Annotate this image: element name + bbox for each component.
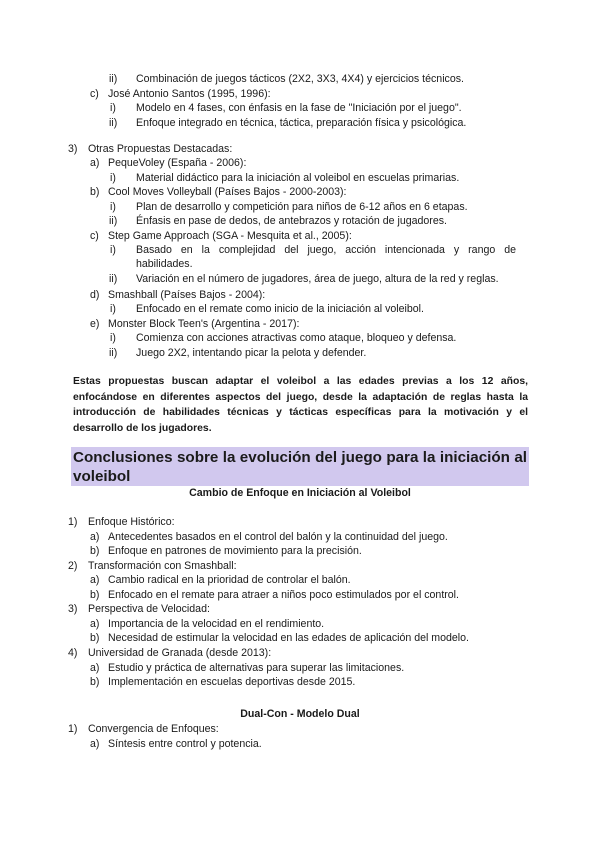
list-item-text: Juego 2X2, intentando picar la pelota y defender. — [136, 347, 367, 359]
list-marker: e) — [90, 318, 100, 330]
list-item-text: Antecedentes basados en el control del balón y la continuidad del juego. — [108, 531, 448, 543]
subheading: Dual-Con - Modelo Dual — [240, 708, 360, 720]
list-item-text: Transformación con Smashball: — [88, 560, 237, 572]
list-marker: d) — [90, 289, 100, 301]
list-marker: a) — [90, 531, 100, 543]
list-marker: b) — [90, 545, 100, 557]
list-item-text: Modelo en 4 fases, con énfasis en la fase de "Iniciación por el juego". — [136, 102, 462, 114]
list-marker: c) — [90, 230, 99, 242]
list-item-text: Comienza con acciones atractivas como ataque, bloqueo y defensa. — [136, 332, 457, 344]
list-item-text: Enfoque Histórico: — [88, 516, 175, 528]
list-item-text: Material didáctico para la iniciación al voleibol en escuelas primarias. — [136, 172, 460, 184]
summary-paragraph: Estas propuestas buscan adaptar el voleibol a las edades previas a los 12 años, enfocándose en diferentes aspectos del juego, desde la adaptación de reglas hasta la introducción de habilidades técnicas y tácticas específicas para la motivación y el desarrollo de los jugadores. — [73, 376, 528, 434]
list-marker: 1) — [68, 723, 78, 735]
list-item-text: Step Game Approach (SGA - Mesquita et al., 2005): — [108, 230, 352, 242]
list-marker: c) — [90, 88, 99, 100]
list-item-text: Enfoque en patrones de movimiento para la precisión. — [108, 545, 362, 557]
list-marker: b) — [90, 676, 100, 688]
list-item-text: Necesidad de estimular la velocidad en las edades de aplicación del modelo. — [108, 632, 469, 644]
list-marker: a) — [90, 574, 100, 586]
list-marker: 1) — [68, 516, 78, 528]
list-marker: a) — [90, 157, 100, 169]
list-item-text: Enfocado en el remate como inicio de la iniciación al voleibol. — [136, 303, 424, 315]
list-marker: ii) — [109, 347, 118, 359]
list-item-text: Smashball (Países Bajos - 2004): — [108, 289, 266, 301]
list-marker: 3) — [68, 603, 78, 615]
list-marker: 2) — [68, 560, 78, 572]
list-marker: ii) — [109, 117, 118, 129]
list-item-text: Enfoque integrado en técnica, táctica, preparación física y psicológica. — [136, 117, 467, 129]
list-item-text: Plan de desarrollo y competición para niños de 6-12 años en 6 etapas. — [136, 201, 468, 213]
list-marker: i) — [110, 303, 116, 315]
list-item-text: Otras Propuestas Destacadas: — [88, 143, 233, 155]
list-marker: ii) — [109, 73, 118, 85]
list-marker: i) — [110, 332, 116, 344]
list-marker: i) — [110, 201, 116, 213]
list-item-text: Énfasis en pase de dedos, de antebrazos y rotación de jugadores. — [136, 215, 447, 227]
list-marker: ii) — [109, 215, 118, 227]
list-marker: 4) — [68, 647, 78, 659]
list-item-text: Síntesis entre control y potencia. — [108, 738, 262, 750]
list-item-text: José Antonio Santos (1995, 1996): — [108, 88, 271, 100]
list-item-text: Importancia de la velocidad en el rendimiento. — [108, 618, 325, 630]
list-marker: ii) — [109, 273, 118, 285]
list-marker: a) — [90, 618, 100, 630]
list-item-text: Cambio radical en la prioridad de controlar el balón. — [108, 574, 351, 586]
list-item-text: Estudio y práctica de alternativas para superar las limitaciones. — [108, 662, 405, 674]
list-item-text: Implementación en escuelas deportivas desde 2015. — [108, 676, 356, 688]
list-item-text: Basado en la complejidad del juego, acción intencionada y rango de — [136, 244, 516, 256]
list-item-text: Cool Moves Volleyball (Países Bajos - 2000-2003): — [108, 186, 347, 198]
section-heading: Conclusiones sobre la evolución del juego para la iniciación al voleibol — [73, 449, 527, 485]
list-item-text: Convergencia de Enfoques: — [88, 723, 219, 735]
list-marker: b) — [90, 186, 100, 198]
list-marker: b) — [90, 632, 100, 644]
list-marker: i) — [110, 102, 116, 114]
list-marker: i) — [110, 172, 116, 184]
list-item-text-continued: habilidades. — [136, 258, 193, 270]
list-item-text: Universidad de Granada (desde 2013): — [88, 647, 272, 659]
list-marker: i) — [110, 244, 116, 256]
list-item-text: Variación en el número de jugadores, área de juego, altura de la red y reglas. — [136, 273, 499, 285]
subheading: Cambio de Enfoque en Iniciación al Voleibol — [189, 487, 411, 499]
list-item-text: Enfocado en el remate para atraer a niños poco estimulados por el control. — [108, 589, 459, 601]
list-marker: b) — [90, 589, 100, 601]
list-marker: 3) — [68, 143, 78, 155]
list-item-text: PequeVoley (España - 2006): — [108, 157, 247, 169]
list-marker: a) — [90, 662, 100, 674]
list-item-text: Perspectiva de Velocidad: — [88, 603, 210, 615]
list-item-text: Monster Block Teen's (Argentina - 2017): — [108, 318, 300, 330]
list-item-text: Combinación de juegos tácticos (2X2, 3X3, 4X4) y ejercicios técnicos. — [136, 73, 464, 85]
list-marker: a) — [90, 738, 100, 750]
